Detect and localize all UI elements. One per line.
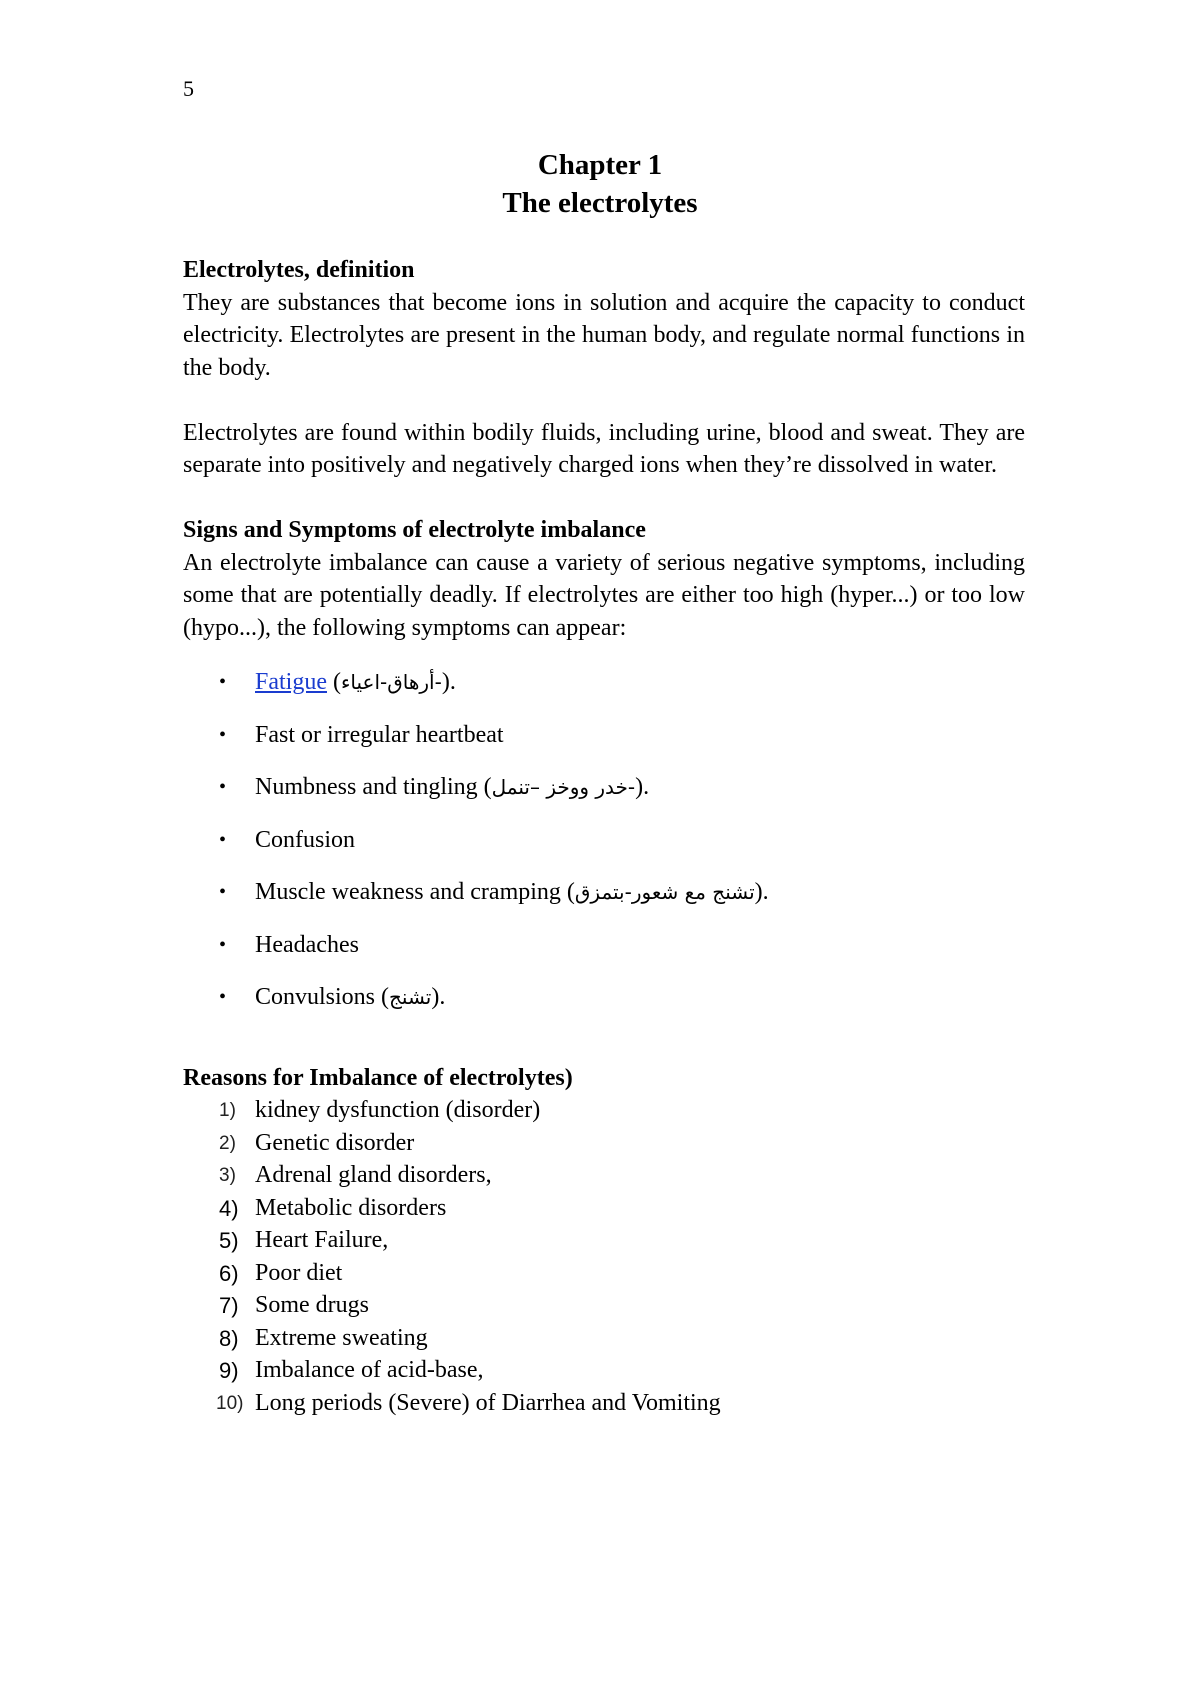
list-item: 6) Poor diet	[183, 1257, 1025, 1290]
symptoms-heading: Signs and Symptoms of electrolyte imbalance	[183, 517, 646, 543]
definition-heading: Electrolytes, definition	[183, 257, 415, 283]
definition-paragraph-2: Electrolytes are found within bodily fluids, including urine, blood and sweat. They are separate into positively and negatively charged ions when they’re dissolved in water.	[183, 419, 1025, 478]
page-number: 5	[183, 76, 194, 101]
list-item: • Numbness and tingling (-خدر ووخز –تنمل).	[183, 771, 1025, 824]
list-item: 1) kidney dysfunction (disorder)	[183, 1094, 1025, 1127]
item-number: 1)	[219, 1100, 236, 1121]
list-item: • Confusion	[183, 824, 1025, 877]
arabic-translation: -خدر ووخز –تنمل	[491, 775, 636, 799]
bullet-icon: •	[219, 881, 227, 903]
symptoms-intro: An electrolyte imbalance can cause a variety of serious negative symptoms, including some that are potentially deadly. If electrolytes are either too high (hyper...) or too low (hypo...), the following symptoms can appear:	[183, 549, 1025, 641]
spacer	[183, 482, 1025, 515]
item-number: 2)	[219, 1132, 236, 1154]
symptoms-list	[183, 666, 1025, 1034]
item-number: 7)	[219, 1293, 239, 1318]
reasons-list	[183, 1094, 1025, 1419]
list-item: 10) Long periods (Severe) of Diarrhea and Vomiting	[183, 1387, 1025, 1420]
page-content	[183, 254, 1025, 1419]
chapter-name: The electrolytes	[502, 187, 698, 219]
list-item: • Muscle weakness and cramping (تشنج مع شعور-بتمزق).	[183, 876, 1025, 929]
item-number: 5)	[219, 1228, 239, 1253]
bullet-icon: •	[219, 776, 227, 798]
list-item: 4) Metabolic disorders	[183, 1192, 1025, 1225]
bullet-icon: •	[219, 986, 227, 1008]
arabic-translation: تشنج مع شعور-بتمزق	[574, 880, 755, 904]
spacer	[183, 384, 1025, 417]
item-number: 3)	[219, 1165, 236, 1186]
list-item: 7) Some drugs	[183, 1289, 1025, 1322]
item-number: 9)	[219, 1358, 239, 1383]
chapter-number: Chapter 1	[537, 149, 663, 181]
list-item: • Fatigue (-أرهاق-اعياء).	[183, 666, 1025, 719]
item-number: 6)	[219, 1260, 239, 1286]
definition-paragraph-1: They are substances that become ions in solution and acquire the capacity to conduct electricity. Electrolytes are present in the human body, and regulate normal functions in the body.	[183, 289, 1025, 381]
spacer	[183, 1034, 1025, 1062]
bullet-icon: •	[219, 671, 227, 693]
list-item: • Headaches	[183, 929, 1025, 982]
list-item: 5) Heart Failure,	[183, 1224, 1025, 1257]
reasons-heading: Reasons for Imbalance of electrolytes)	[183, 1064, 573, 1091]
item-number: 10)	[216, 1392, 244, 1414]
item-number: 8)	[219, 1325, 239, 1351]
bullet-icon: •	[219, 933, 227, 956]
bullet-icon: •	[219, 828, 227, 851]
arabic-translation: -أرهاق-اعياء	[341, 670, 442, 694]
chapter-title	[0, 146, 1200, 222]
list-item: 2) Genetic disorder	[183, 1127, 1025, 1160]
list-item: • Convulsions (تشنج).	[183, 981, 1025, 1034]
arabic-translation: تشنج	[389, 985, 432, 1009]
list-item: 9) Imbalance of acid-base,	[183, 1354, 1025, 1387]
bullet-icon: •	[219, 723, 227, 746]
list-item: 8) Extreme sweating	[183, 1322, 1025, 1355]
list-item: • Fast or irregular heartbeat	[183, 719, 1025, 772]
list-item: 3) Adrenal gland disorders,	[183, 1159, 1025, 1192]
fatigue-link[interactable]: Fatigue	[255, 669, 327, 695]
item-number: 4)	[219, 1195, 239, 1221]
